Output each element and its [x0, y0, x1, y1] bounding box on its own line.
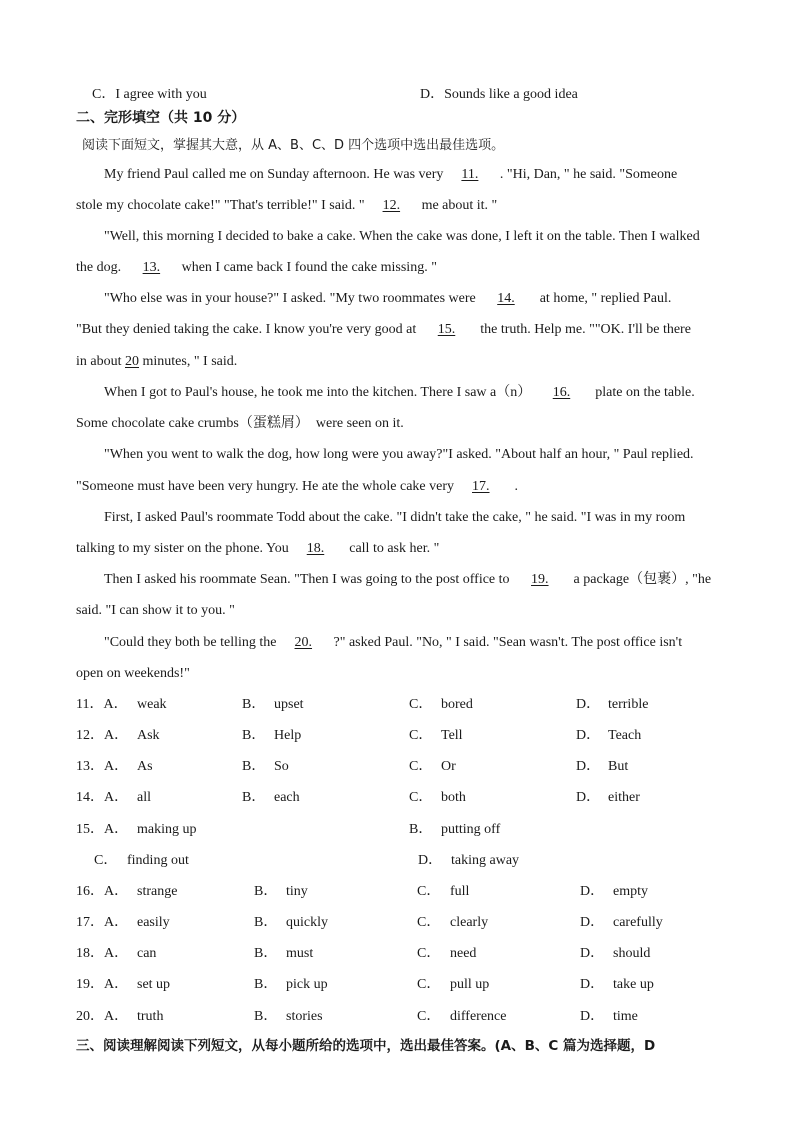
passage-line: Some chocolate cake crumbs（蛋糕屑） were seen on it. [76, 416, 404, 431]
question-16: 16．A． strange B． tiny C． full D． empty [76, 884, 648, 899]
passage-line: the dog. 13. when I came back I found the cake missing. " [76, 258, 437, 278]
question-14: 14．A． all B． each C． both D． either [76, 790, 640, 805]
passage-line: When I got to Paul's house, he took me into the kitchen. There I saw a（n） 16. plate on the table. [104, 383, 695, 403]
question-11: 11．A． weak B． upset C． bored D． terrible [76, 697, 649, 712]
prev-option-c: C．I agree with you [92, 87, 207, 102]
passage-line: "Well, this morning I decided to bake a cake. When the cake was done, I left it on the table. Then I walked [104, 229, 700, 244]
blank-19: 19. [531, 572, 549, 587]
blank-17: 17. [472, 479, 490, 494]
blank-15: 15. [437, 322, 456, 337]
passage-line: open on weekends!" [76, 666, 190, 681]
blank-16: 16. [552, 385, 571, 400]
section-heading-reading: 三、阅读理解阅读下列短文，从每小题所给的选项中，选出最佳答案。(A、B、C 篇为选择题，D [76, 1038, 656, 1054]
passage-line: "Could they both be telling the 20. ?" asked Paul. "No, " I said. "Sean wasn't. The post office isn't [104, 633, 682, 653]
question-15: 15．A． making up B． putting off [76, 822, 501, 837]
blank-12: 12. [382, 198, 401, 213]
passage-line: "When you went to walk the dog, how long were you away?"I asked. "About half an hour, " Paul replied. [104, 447, 694, 462]
blank-11: 11. [461, 167, 479, 182]
question-13: 13．A． As B． So C． Or D． But [76, 759, 629, 774]
blank-18: 18. [306, 541, 325, 556]
section-heading-cloze: 二、完形填空（共 10 分） [76, 110, 246, 126]
passage-line: "Someone must have been very hungry. He ate the whole cake very 17. . [76, 477, 518, 497]
passage-line: in about 20 minutes, " I said. [76, 354, 238, 369]
question-19: 19．A． set up B． pick up C． pull up D． take up [76, 977, 654, 992]
blank-20: 20. [294, 635, 313, 650]
passage-line: My friend Paul called me on Sunday afternoon. He was very 11. . "Hi, Dan, " he said. "Someone [104, 165, 677, 185]
question-17: 17．A． easily B． quickly C． clearly D． carefully [76, 915, 663, 930]
question-20: 20．A． truth B． stories C． difference D． time [76, 1009, 638, 1024]
passage-line: Then I asked his roommate Sean. "Then I was going to the post office to 19. a package（包裹）, "he [104, 570, 711, 590]
prev-option-d: D．Sounds like a good idea [420, 87, 578, 102]
passage-line: First, I asked Paul's roommate Todd about the cake. "I didn't take the cake, " he said. "I was in my room [104, 510, 686, 525]
question-12: 12．A． Ask B． Help C． Tell D． Teach [76, 728, 642, 743]
blank-14: 14. [497, 291, 515, 306]
passage-line: stole my chocolate cake!" "That's terrible!" I said. " 12. me about it. " [76, 196, 497, 216]
passage-line: "Who else was in your house?" I asked. "My two roommates were 14. at home, " replied Paul. [104, 289, 671, 309]
question-15-cont: C． finding out D． taking away [94, 853, 520, 868]
passage-line: "But they denied taking the cake. I know you're very good at 15. the truth. Help me. ""OK. I'll be there [76, 320, 691, 340]
blank-13: 13. [142, 260, 161, 275]
section-instruction: 阅读下面短文，掌握其大意，从 A、B、C、D 四个选项中选出最佳选项。 [82, 138, 505, 153]
question-18: 18．A． can B． must C． need D． should [76, 946, 651, 961]
passage-line: talking to my sister on the phone. You 18. call to ask her. " [76, 539, 439, 559]
passage-line: said. "I can show it to you. " [76, 603, 235, 618]
